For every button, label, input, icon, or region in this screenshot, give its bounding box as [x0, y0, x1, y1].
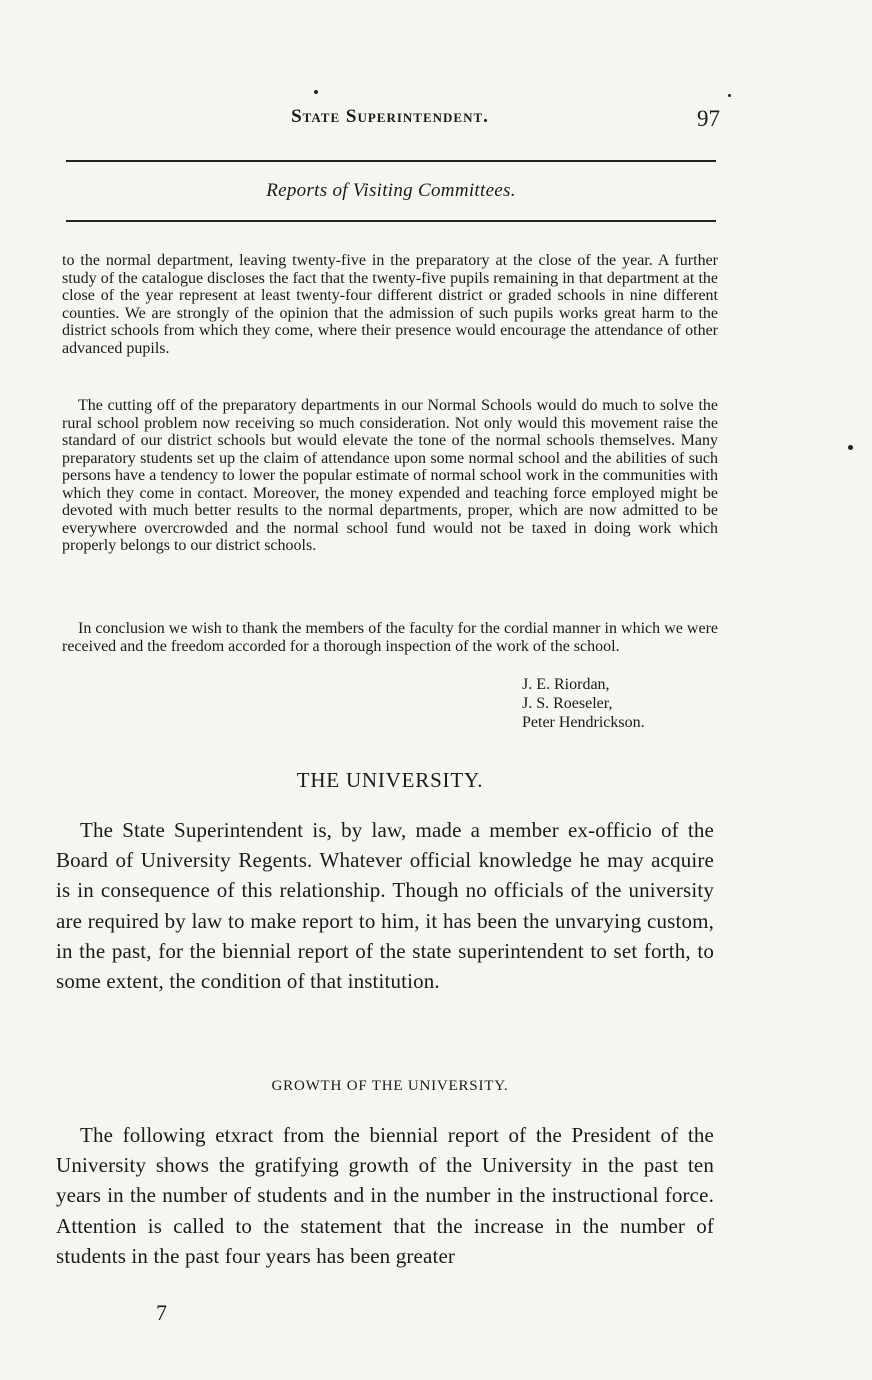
signatory: J. S. Roeseler, — [522, 695, 613, 712]
paragraph-text: The State Superintendent is, by law, made a member ex-officio of the Board of University Regents. Whatever official knowledge he may acquire is in consequence of this relationship. Though no officials of the university are required by law to make report to him, it has been the unvarying custom, in the past, for the biennial report of the state superintendent to set forth, to some extent, the condition of that institution. — [56, 818, 714, 994]
signatory: J. E. Riordan, — [522, 676, 610, 693]
running-title: State Superintendent. — [291, 106, 489, 127]
paragraph-text: The following etxract from the biennial report of the President of the University shows the gratifying growth of the University in the past ten years in the number of students and in the number in the instructional force. Attention is called to the statement that the increase in the number of students in the past four years has been greater — [56, 1123, 714, 1268]
paragraph-text: In conclusion we wish to thank the members of the faculty for the cordial manner in which we were received and the freedom accorded for a thorough inspection of the work of the school. — [62, 620, 718, 655]
signature-mark: 7 — [156, 1300, 167, 1325]
paragraph-text: The cutting off of the preparatory departments in our Normal Schools would do much to solve the rural school problem now receiving so much consideration. Not only would this movement raise the standard of our district schools but would elevate the tone of the normal schools themselves. Many preparatory students set up the claim of attendance upon some normal school and the abilities of such persons have a tendency to lower the popular estimate of normal school work in the communities with which they come in contact. Moreover, the money expended and teaching force employed might be devoted with much better results to the normal departments, proper, which are now admitted to be everywhere overcrowded and the normal school fund would not be taxed in doing work which properly belongs to our district schools. — [62, 397, 718, 554]
section-title: Reports of Visiting Committees. — [266, 180, 516, 201]
page-number: 97 — [697, 106, 720, 131]
signatory: Peter Hendrickson. — [522, 714, 645, 731]
paragraph-text: to the normal department, leaving twenty-five in the preparatory at the close of the year. A further study of the catalogue discloses the fact that the twenty-five pupils remaining in that department at the close of the year represent at least twenty-four different district or graded schools in nine different counties. We are strongly of the opinion that the admission of such pupils works great harm to the district schools from which they come, where their presence would encourage the attendance of other advanced pupils. — [62, 252, 718, 357]
running-head — [60, 104, 720, 134]
growth-heading: GROWTH OF THE UNIVERSITY. — [271, 1078, 509, 1094]
ink-speck — [314, 90, 318, 94]
top-rule — [66, 160, 716, 162]
university-paragraph — [56, 815, 714, 996]
committee-report-paragraph-1 — [62, 252, 718, 357]
committee-report-paragraph-2 — [62, 397, 718, 555]
committee-report-paragraph-3 — [62, 620, 718, 655]
university-heading: THE UNIVERSITY. — [296, 768, 484, 792]
signatories — [522, 675, 645, 732]
growth-paragraph — [56, 1120, 714, 1271]
ink-speck — [848, 445, 853, 450]
ink-speck — [728, 94, 731, 97]
bottom-rule — [66, 220, 716, 222]
